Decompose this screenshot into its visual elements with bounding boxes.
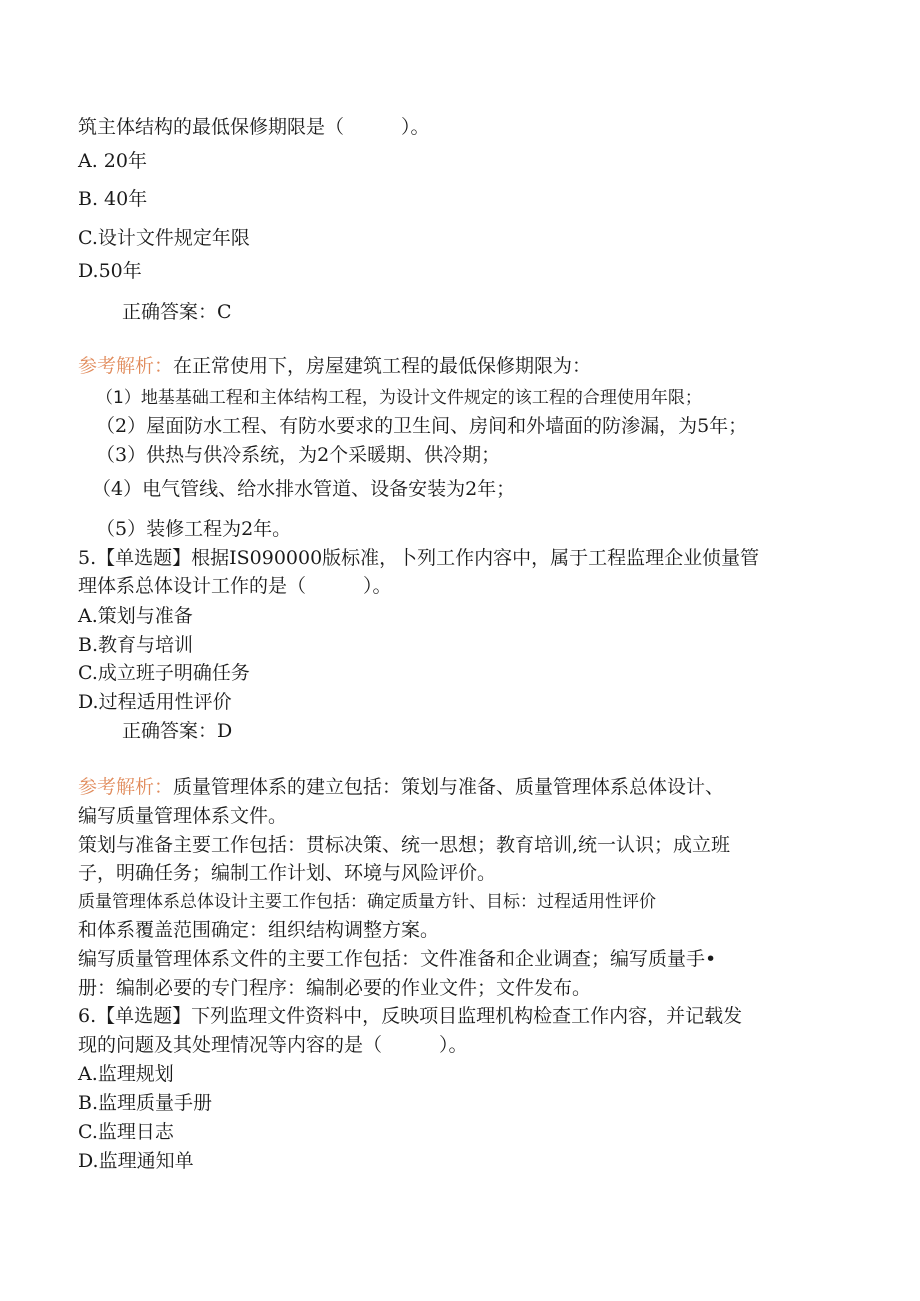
q5-option-a: A.策划与准备 xyxy=(78,605,193,627)
q5-analysis-line5: 质量管理体系总体设计主要工作包括：确定质量方针、目标：过程适用性评价 xyxy=(78,892,656,912)
q5-analysis-line6: 和体系覆盖范围确定：组织结构调整方案。 xyxy=(78,919,440,941)
q4-option-a: A. 20年 xyxy=(78,150,147,172)
q4-answer: 正确答案：C xyxy=(122,301,232,323)
q4-item-4: （4）电气管线、给水排水管道、设备安装为2年； xyxy=(92,478,516,500)
q5-option-b: B.教育与培训 xyxy=(78,634,194,656)
q4-item-1: （1）地基基础工程和主体结构工程，为设计文件规定的该工程的合理使用年限； xyxy=(96,388,702,408)
q6-option-c: C.监理日志 xyxy=(78,1121,174,1143)
q5-analysis-line4: 子，明确任务；编制工作计划、环境与风险评价。 xyxy=(78,862,497,884)
q5-answer: 正确答案：D xyxy=(122,720,233,742)
q4-item-5: （5）装修工程为2年。 xyxy=(96,518,292,540)
q4-option-b: B. 40年 xyxy=(78,188,148,210)
q5-stem-line2: 理体系总体设计工作的是（ ）。 xyxy=(78,575,392,597)
q5-analysis-line3: 策划与准备主要工作包括：贯标决策、统一思想；教育培训,统一认识；成立班 xyxy=(78,834,731,856)
q5-option-c: C.成立班子明确任务 xyxy=(78,662,250,684)
q5-analysis-line1 xyxy=(78,774,724,800)
q5-analysis-label: 参考解析： xyxy=(78,776,174,798)
q5-analysis-line7: 编写质量管理体系文件的主要工作包括：文件准备和企业调查；编写质量手• xyxy=(78,948,717,970)
q4-stem: 筑主体结构的最低保修期限是（ ）。 xyxy=(78,116,430,138)
q6-option-b: B.监理质量手册 xyxy=(78,1092,213,1114)
q5-analysis-text-1: 质量管理体系的建立包括：策划与准备、质量管理体系总体设计、 xyxy=(173,776,725,798)
q5-analysis-line2: 编写质量管理体系文件。 xyxy=(78,805,288,827)
q4-item-3: （3）供热与供冷系统，为2个采暖期、供冷期； xyxy=(96,444,501,466)
q4-option-d: D.50年 xyxy=(78,260,142,282)
q4-option-c: C.设计文件规定年限 xyxy=(78,227,250,249)
q5-analysis-line8: 册：编制必要的专门程序：编制必要的作业文件；文件发布。 xyxy=(78,977,592,999)
q6-stem-line1: 6.【单选题】下列监理文件资料中，反映项目监理机构检查工作内容，并记载发 xyxy=(78,1005,743,1027)
q6-option-d: D.监理通知单 xyxy=(78,1150,194,1172)
q4-analysis-label: 参考解析： xyxy=(78,355,174,377)
q6-option-a: A.监理规划 xyxy=(78,1063,174,1085)
q4-item-2: （2）屋面防水工程、有防水要求的卫生间、房间和外墙面的防渗漏，为5年； xyxy=(96,415,748,437)
q4-analysis xyxy=(78,353,591,379)
q5-stem-line1: 5.【单选题】根据IS090000版标准，卜列工作内容中，属于工程监理企业侦量管 xyxy=(78,547,760,569)
q4-analysis-text: 在正常使用下，房屋建筑工程的最低保修期限为： xyxy=(173,355,592,377)
q6-stem-line2: 现的问题及其处理情况等内容的是（ ）。 xyxy=(78,1034,468,1056)
q5-option-d: D.过程适用性评价 xyxy=(78,691,232,713)
